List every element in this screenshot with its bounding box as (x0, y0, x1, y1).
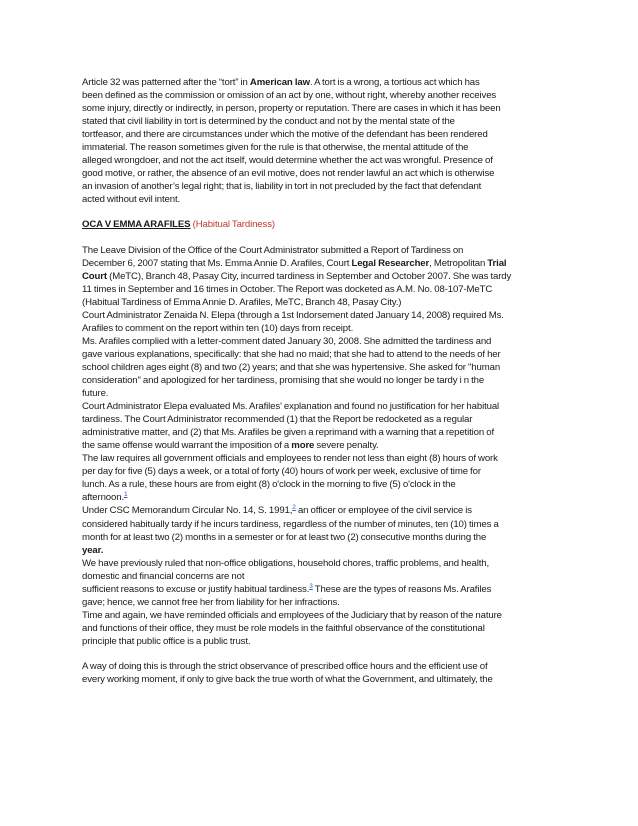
text-line: and functions of their office, they must be role models in the faithful observance of the constitutional (82, 622, 485, 634)
case-title: OCA V EMMA ARAFILES (82, 219, 191, 231)
text-line: every working moment, if only to give back the true worth of what the Government, and ultimately, the (82, 674, 493, 686)
bold-term: American law (249, 77, 310, 88)
text-line: stated that civil liability in tort is determined by the conduct and not by the mental state of the (82, 116, 455, 128)
text-line: Under CSC Memorandum Circular No. 14, S. 1991,$^2$ an officer or employee of the civil service is (82, 504, 472, 517)
text-line: sufficient reasons to excuse or justify habitual tardiness.$^3$ These are the types of reasons Ms. Arafiles (82, 582, 492, 595)
text-line: administrative matter, and (2) that Ms. Arafiles be given a reprimand with a warning that a repetition of (82, 427, 495, 439)
text-line: been defined as the commission or omission of an act by one, without right, whereby another receives (82, 90, 497, 102)
text-line: tardiness. The Court Administrator recommended (1) that the Report be redocketed as a regular (82, 414, 473, 426)
text-line: future. (82, 388, 109, 400)
bold-term: Court (82, 270, 107, 282)
text-line: The law requires all government officials and employees to render not less than eight (8) hours of work (82, 453, 498, 465)
text-run: Article 32 was patterned after the “tort” in (82, 77, 250, 88)
text-line: 11 times in September and 16 times in October. The Report was docketed as A.M. No. 08-107-MeTC (82, 283, 493, 295)
paragraph-case-body (82, 244, 568, 648)
bold-term: more (291, 440, 315, 452)
text-line: principle that public office is a public trust. (82, 635, 251, 647)
bold-term: Trial (487, 257, 507, 269)
text-line: Court Administrator Elepa evaluated Ms. Arafiles' explanation and found no justification for her habitual (82, 401, 500, 413)
text-line: consideration" and apologized for her tardiness, promising that she would no longer be tardy i n the (82, 374, 485, 386)
text-line: school children ages eight (8) and two (2) years; and that she was hypertensive. She asked for "human (82, 361, 501, 373)
footnote-link-1[interactable]: 1 (124, 491, 128, 499)
text-line: acted without evil intent. (82, 194, 181, 206)
text-line: Court (MeTC), Branch 48, Pasay City, incurred tardiness in September and October 2007. She was tardy (82, 270, 512, 282)
text-line: an invasion of another’s legal right; that is, liability in tort in not precluded by the fact that defendant (82, 181, 482, 193)
paragraph-tort (82, 76, 568, 206)
text-line: alleged wrongdoer, and not the act itself, would determine whether the act was wrongful. Presence of (82, 155, 493, 167)
footnote-link-3[interactable]: 3 (309, 582, 313, 590)
text-line (82, 544, 568, 557)
text-line: month for at least two (2) months in a semester or for at least two (2) consecutive months during the (82, 531, 487, 543)
text-run: . A tort is a wrong, a tortious act which has (309, 77, 480, 88)
text-line: The Leave Division of the Office of the Court Administrator submitted a Report of Tardiness on (82, 244, 464, 256)
text-line: A way of doing this is through the strict observance of prescribed office hours and the efficient use of (82, 660, 488, 672)
case-heading: OCA V EMMA ARAFILES (Habitual Tardiness) (82, 219, 275, 231)
text-line: December 6, 2007 stating that Ms. Emma Annie D. Arafiles, Court Legal Researcher, Metropolitan Trial (82, 257, 507, 269)
bold-term: Legal Researcher (351, 257, 430, 269)
text-line: Arafiles to comment on the report within ten (10) days from receipt. (82, 322, 354, 334)
text-line: Time and again, we have reminded officials and employees of the Judiciary that by reason of the nature (82, 609, 502, 621)
footnote-link-2[interactable]: 2 (292, 504, 296, 512)
document-page (82, 76, 568, 686)
case-tag: Habitual Tardiness (195, 219, 272, 231)
text-line: afternoon.$^1$ (82, 491, 128, 504)
text-line: per day for five (5) days a week, or a total of forty (40) hours of work per week, exclusive of time for (82, 466, 481, 478)
text-line (82, 76, 568, 89)
text-line: the same offense would warrant the imposition of a more severe penalty. (82, 440, 379, 452)
text-line: gave; hence, we cannot free her from liability for her infractions. (82, 596, 340, 608)
text-line: (Habitual Tardiness of Emma Annie D. Arafiles, MeTC, Branch 48, Pasay City.) (82, 296, 402, 308)
text-line: good motive, or rather, the absence of an evil motive, does not render lawful an act which is otherwise (82, 168, 495, 180)
text-line: considered habitually tardy if he incurs tardiness, regardless of the number of minutes, ten (10) times a (82, 518, 499, 530)
text-line: Ms. Arafiles complied with a letter-comment dated January 30, 2008. She admitted the tardiness and (82, 335, 492, 347)
text-line: some injury, directly or indirectly, in person, property or reputation. There are cases in which it has been (82, 103, 501, 115)
text-line: We have previously ruled that non-office obligations, household chores, traffic problems, and health, (82, 557, 490, 569)
text-line: Court Administrator Zenaida N. Elepa (through a 1st Indorsement dated January 14, 2008) required Ms. (82, 309, 504, 321)
text-line: gave various explanations, specifically: that she had no maid; that she had to attend to the needs of her (82, 348, 501, 360)
text-line: lunch. As a rule, these hours are from eight (8) o'clock in the morning to five (5) o'clock in the (82, 479, 456, 491)
text-line: domestic and financial concerns are not (82, 570, 245, 582)
text-line: tortfeasor, and there are circumstances under which the motive of the defendant has been rendered (82, 129, 488, 141)
text-line: immaterial. The reason sometimes given for the rule is that otherwise, the mental attitude of the (82, 142, 469, 154)
bold-term: year. (82, 544, 104, 556)
paragraph-office-hours (82, 660, 568, 686)
